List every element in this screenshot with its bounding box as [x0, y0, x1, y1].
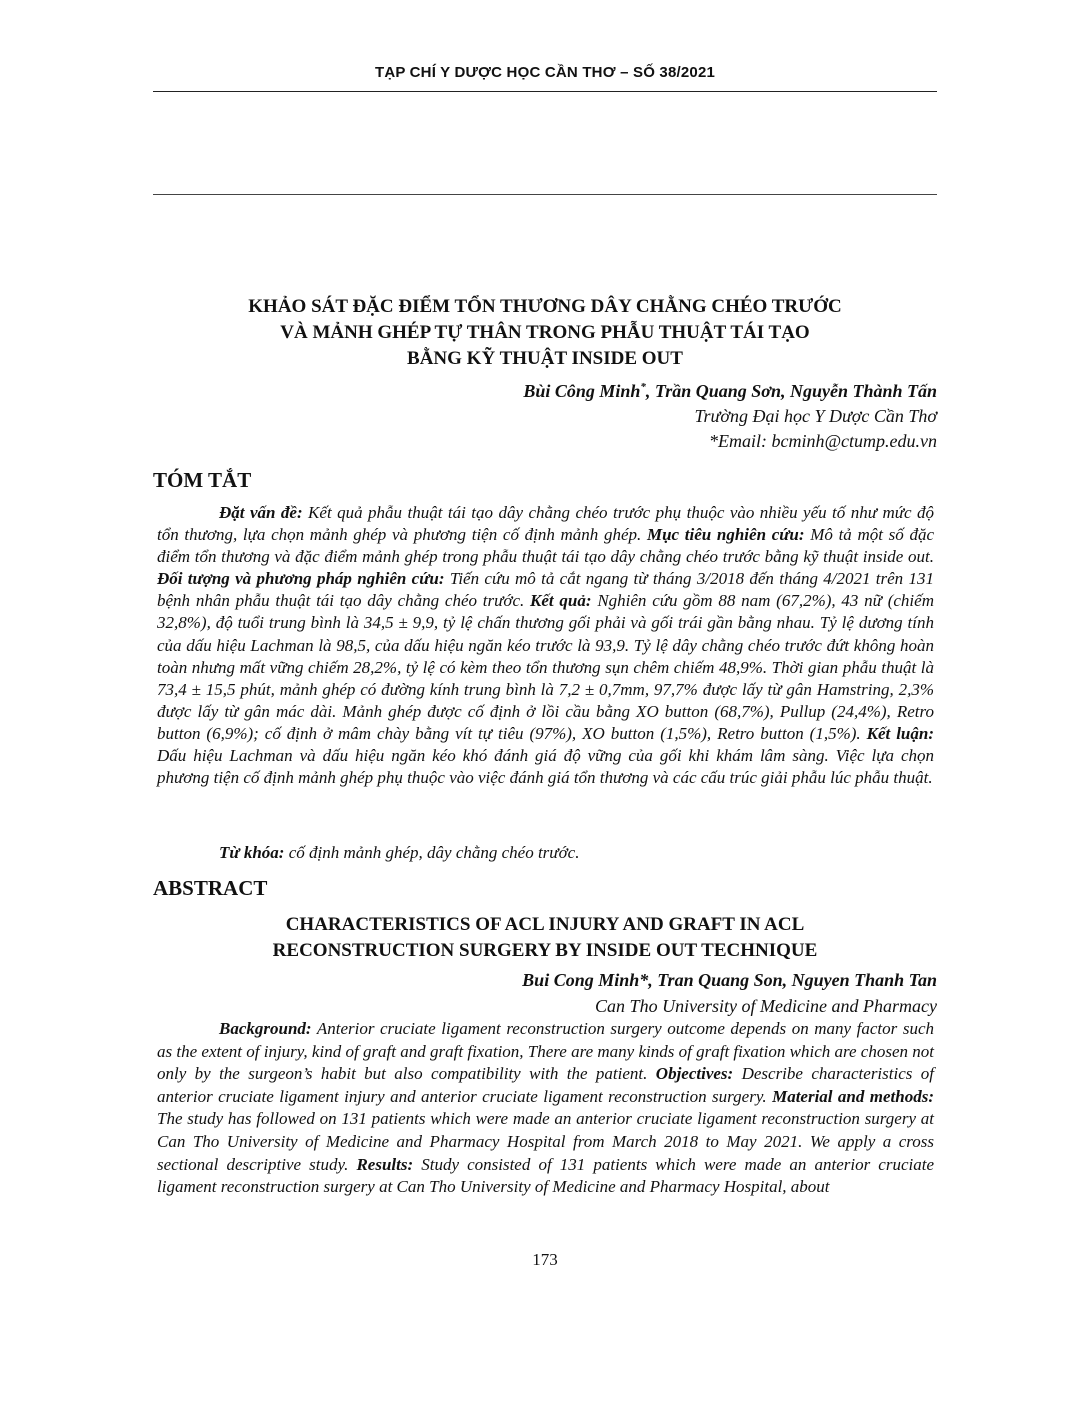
english-authors: Bui Cong Minh*, Tran Quang Son, Nguyen Thanh Tan — [522, 970, 937, 990]
objectives-text: Mô tả một số đặc điểm tổn thương và đặc điểm mảnh ghép trong phẫu thuật tái tạo dây chằng chéo trước bằng kỹ thuật inside out. — [157, 525, 935, 567]
header-rule — [153, 91, 937, 92]
conclusion-text: Dấu hiệu Lachman và dấu hiệu ngăn kéo khó đánh giá độ vững của gối khi khám lâm sàng. Việc lựa chọn phương tiện cố định mảnh ghép phụ thuộc vào việc đánh giá tổn thương và các cấu trúc giải phẫu lúc phẫu thuật. — [157, 746, 934, 788]
title-line: BẰNG KỸ THUẬT INSIDE OUT — [407, 348, 683, 369]
objectives-text: Describe characteristics of anterior cruciate ligament injury and anterior cruciate ligament reconstruction surgery. — [157, 1064, 934, 1106]
results-text: Study consisted of 131 patients which were made an anterior cruciate ligament reconstruction surgery at Can Tho University of Medicine and Pharmacy Hospital, about — [157, 1154, 935, 1197]
title-line: KHẢO SÁT ĐẶC ĐIỂM TỔN THƯƠNG DÂY CHẰNG CHÉO TRƯỚC — [248, 296, 842, 317]
summary-heading: TÓM TẮT — [153, 468, 252, 492]
background-label: Background: — [219, 1019, 312, 1038]
english-abstract — [157, 1018, 934, 1199]
keywords — [219, 843, 579, 863]
english-affiliation: Can Tho University of Medicine and Pharmacy — [595, 996, 937, 1016]
vietnamese-authors: Bùi Công Minh*, Trần Quang Sơn, Nguyễn Thành Tấn — [523, 381, 937, 401]
conclusion-label: Kết luận: — [866, 723, 934, 743]
title-line: RECONSTRUCTION SURGERY BY INSIDE OUT TECHNIQUE — [272, 940, 818, 961]
methods-text: Tiến cứu mô tả cắt ngang từ tháng 3/2018 đến tháng 4/2021 trên 131 bệnh nhân phẫu thuật tái tạo dây chằng chéo trước. — [157, 569, 934, 611]
keywords-text: cố định mảnh ghép, dây chằng chéo trước. — [284, 843, 580, 862]
vietnamese-abstract — [157, 502, 934, 789]
english-title — [153, 912, 937, 964]
corresponding-email: *Email: bcminh@ctump.edu.vn — [708, 431, 937, 451]
title-line: VÀ MẢNH GHÉP TỰ THÂN TRONG PHẪU THUẬT TÁI TẠO — [280, 322, 810, 343]
background-text: Kết quả phẫu thuật tái tạo dây chằng chéo trước phụ thuộc vào nhiều yếu tố như mức độ tổn thương, lựa chọn mảnh ghép và phương tiện cố định mảnh ghép. — [157, 503, 934, 545]
background-label: Đặt vấn đề: — [219, 503, 303, 522]
vietnamese-affiliation: Trường Đại học Y Dược Cần Thơ — [694, 406, 937, 426]
keywords-label: Từ khóa: — [219, 843, 285, 862]
page-number: 173 — [532, 1250, 558, 1269]
objectives-label: Mục tiêu nghiên cứu: — [646, 525, 805, 545]
results-label: Results: — [356, 1154, 414, 1174]
methods-text: The study has followed on 131 patients which were made an anterior cruciate ligament reconstruction surgery at Can Tho University of Medicine and Pharmacy Hospital from March 2018 to May 2021. We apply a cross sectional descriptive study. — [157, 1109, 934, 1174]
methods-label: Material and methods: — [772, 1086, 935, 1106]
results-label: Kết quả: — [530, 591, 592, 611]
section-divider — [153, 194, 937, 195]
journal-header: TẠP CHÍ Y DƯỢC HỌC CẦN THƠ – SỐ 38/2021 — [374, 64, 716, 81]
objectives-label: Objectives: — [655, 1064, 734, 1084]
results-text: Nghiên cứu gồm 88 nam (67,2%), 43 nữ (chiếm 32,8%), độ tuổi trung bình là 34,5 ± 9,9, tỷ lệ chấn thương gối phải và gối trái gần bằng nhau. Tỷ lệ dương tính của dấu hiệu Lachman là 98,5, của dấu hiệu ngăn kéo trước là 93,9. Tỷ lệ dây chằng chéo trước đứt không hoàn toàn nhưng mất vững chiếm 28,2%, tỷ lệ có kèm theo tổn thương sụn chêm chiếm 48,9%. Thời gian phẫu thuật là 73,4 ± 15,5 phút, mảnh ghép có đường kính trung bình là 7,2 ± 0,7mm, 97,7% được lấy từ gân Hamstring, 2,3% được lấy từ gân mác dài. Mảnh ghép được cố định ở lồi cầu bằng XO button (68,7%), Pullup (24,4%), Retro button (6,9%); cố định ở mâm chày bằng vít tự tiêu (97%), XO button (1,5%), Retro button (1,5%). — [157, 591, 934, 743]
methods-label: Đối tượng và phương pháp nghiên cứu: — [157, 569, 445, 589]
vietnamese-title — [153, 294, 937, 372]
title-line: CHARACTERISTICS OF ACL INJURY AND GRAFT IN ACL — [285, 914, 805, 935]
background-text: Anterior cruciate ligament reconstruction surgery outcome depends on many factor such as the extent of injury, kind of graft and graft fixation, There are many kinds of graft fixation which are chosen not only by the surgeon’s habit but also compatibility with the patient. — [157, 1019, 934, 1084]
abstract-heading: ABSTRACT — [153, 876, 268, 900]
